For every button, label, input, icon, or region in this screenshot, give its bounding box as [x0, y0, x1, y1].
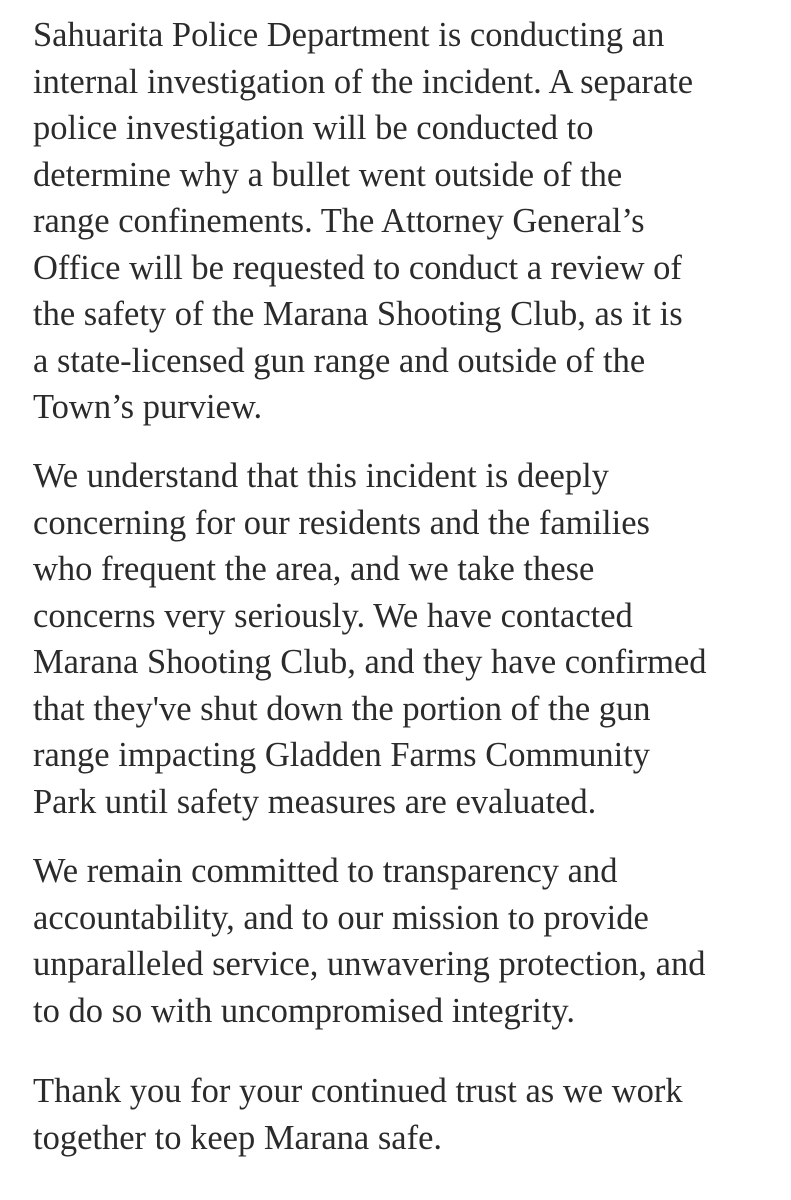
paragraph-concerns: [33, 453, 707, 825]
text-line: Marana Shooting Club, and they have confirmed: [33, 643, 707, 681]
text-line: We understand that this incident is deeply: [33, 457, 609, 495]
text-line: concerning for our residents and the families: [33, 503, 650, 542]
text-line: range confinements. The Attorney General’s: [33, 202, 645, 240]
text-line: Sahuarita Police Department is conducting an: [33, 16, 665, 54]
text-line: determine why a bullet went outside of the: [33, 155, 623, 194]
paragraph-thanks: [33, 1068, 683, 1161]
text-line: internal investigation of the incident. A separate: [33, 62, 694, 101]
text-line: unparalleled service, unwavering protection, and: [33, 945, 706, 983]
text-line: that they've shut down the portion of the gun: [33, 689, 651, 728]
text-line: a state-licensed gun range and outside of the: [33, 341, 646, 380]
text-line: concerns very seriously. We have contacted: [33, 596, 633, 635]
text-line: Office will be requested to conduct a review of: [33, 248, 682, 287]
text-line: We remain committed to transparency and: [33, 852, 618, 890]
paragraph-commitment: [33, 848, 705, 1034]
text-line: together to keep Marana safe.: [33, 1118, 443, 1157]
text-line: to do so with uncompromised integrity.: [33, 991, 576, 1030]
text-line: who frequent the area, and we take these: [33, 550, 595, 588]
paragraph-investigation: [33, 12, 693, 431]
text-line: police investigation will be conducted to: [33, 109, 594, 147]
text-line: Thank you for your continued trust as we work: [33, 1072, 683, 1110]
text-line: Town’s purview.: [33, 388, 263, 426]
text-line: accountability, and to our mission to provide: [33, 898, 649, 937]
text-line: Park until safety measures are evaluated.: [33, 782, 597, 821]
text-line: range impacting Gladden Farms Community: [33, 736, 651, 774]
text-line: the safety of the Marana Shooting Club, as it is: [33, 295, 683, 333]
